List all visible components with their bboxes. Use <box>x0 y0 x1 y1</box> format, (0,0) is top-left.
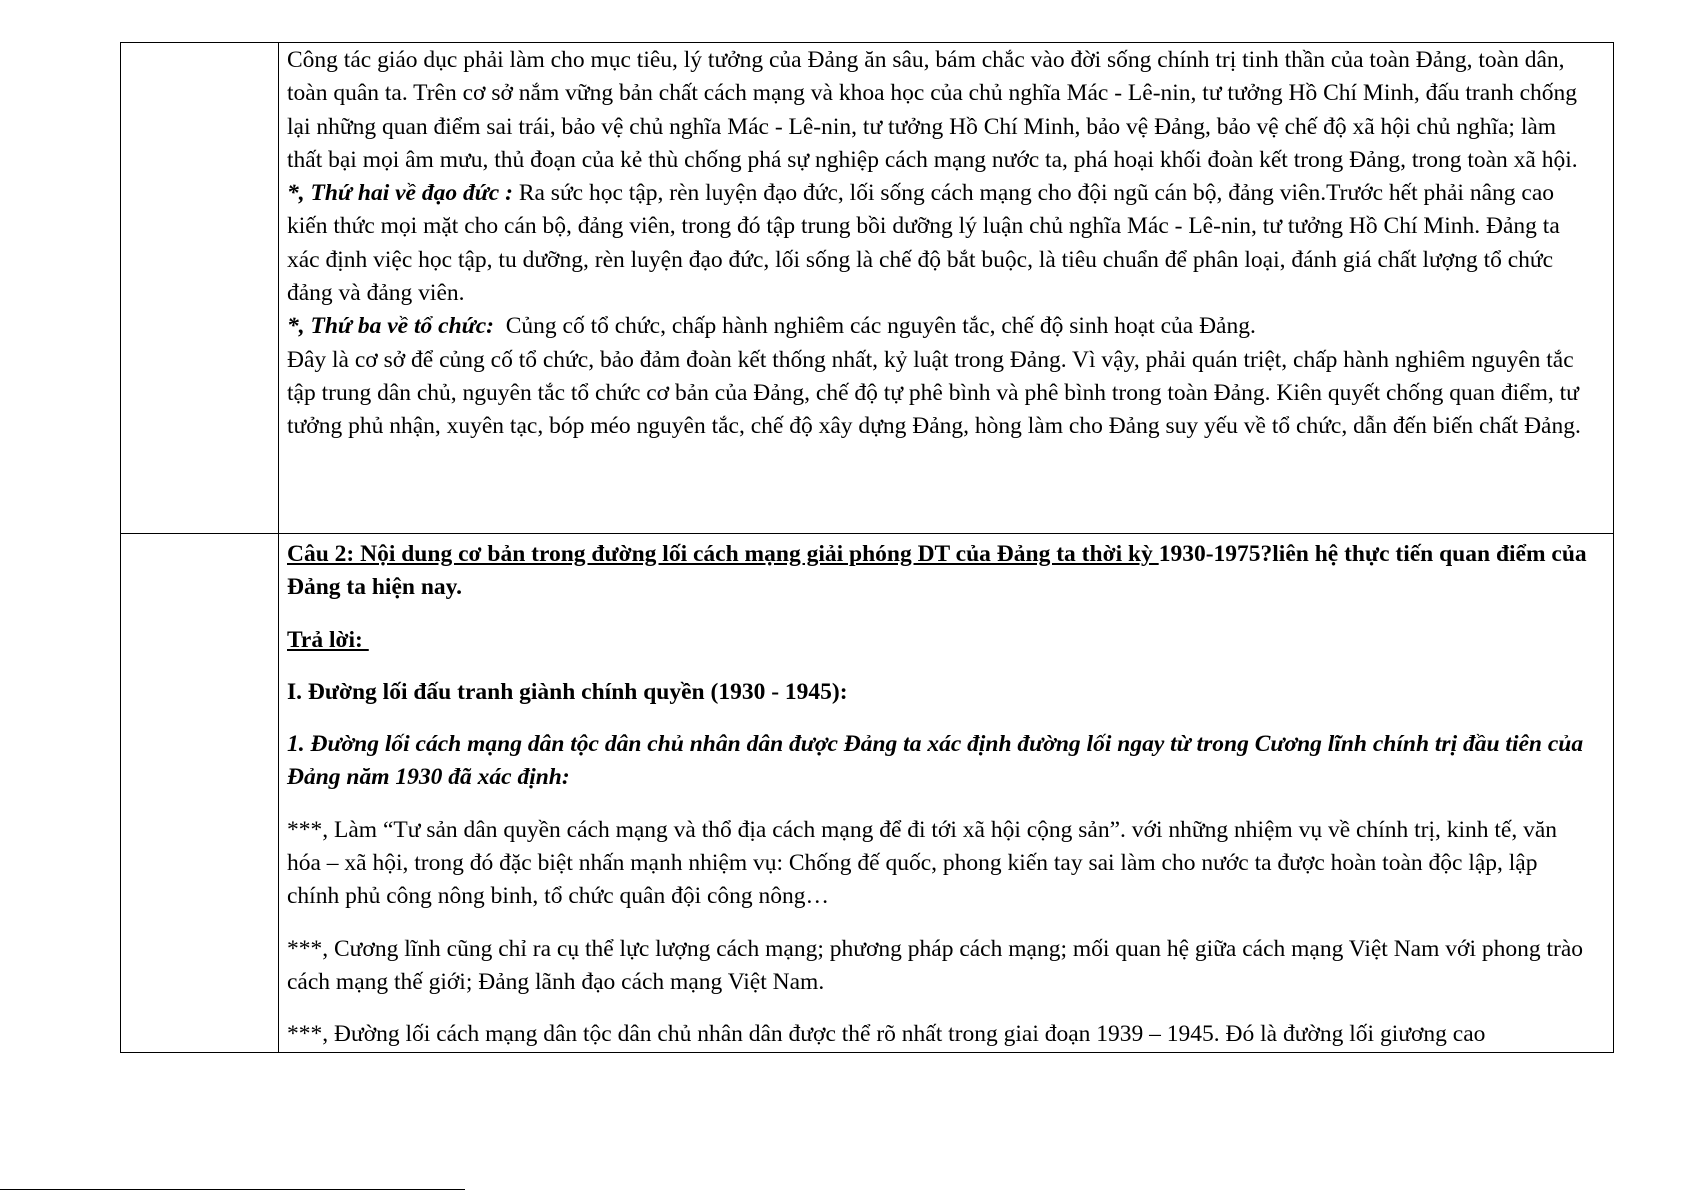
paragraph-education: Công tác giáo dục phải làm cho mục tiêu, lý tưởng của Đảng ăn sâu, bám chắc vào đời sống chính trị tinh thần của toàn Đảng, toàn dân, toàn quân ta. Trên cơ sở nắm vững bản chất cách mạng và khoa học của chủ nghĩa Mác - Lê-nin, tư tưởng Hồ Chí Minh, đấu tranh chống lại những quan điểm sai trái, bảo vệ chủ nghĩa Mác - Lê-nin, tư tưởng Hồ Chí Minh, bảo vệ Đảng, bảo vệ chế độ xã hội chủ nghĩa; làm thất bại mọi âm mưu, thủ đoạn của kẻ thù chống phá sự nghiệp cách mạng nước ta, phá hoại khối đoàn kết trong Đảng, trong toàn xã hội. <box>287 47 1578 173</box>
table-row <box>121 43 1614 534</box>
section-heading: I. Đường lối đấu tranh giành chính quyền (1930 - 1945): <box>287 678 848 705</box>
bullet-paragraph: ***, Cương lĩnh cũng chỉ ra cụ thể lực lượng cách mạng; phương pháp cách mạng; mối quan hệ giữa cách mạng Việt Nam với phong trào cách mạng thế giới; Đảng lãnh đạo cách mạng Việt Nam. <box>287 935 1584 995</box>
paragraph-organization <box>287 310 1595 343</box>
footnote-separator <box>0 1189 465 1190</box>
question-rest: 1930-1975?liên hệ thực tiến quan điểm của Đảng ta hiện nay. <box>287 541 1587 601</box>
organization-heading: *, Thứ ba về tổ chức: <box>287 313 494 340</box>
content-cell <box>279 534 1614 1053</box>
content-cell <box>279 43 1614 534</box>
bullet-paragraph: ***, Đường lối cách mạng dân tộc dân chủ nhân dân được thể rõ nhất trong giai đoạn 1939 – 1945. Đó là đường lối giương cao <box>287 1021 1486 1048</box>
question-heading <box>287 538 1595 605</box>
bullet-paragraph: ***, Làm “Tư sản dân quyền cách mạng và thổ địa cách mạng để đi tới xã hội cộng sản”. với những nhiệm vụ về chính trị, kinh tế, văn hóa – xã hội, trong đó đặc biệt nhấn mạnh nhiệm vụ: Chống đế quốc, phong kiến tay sai làm cho nước ta được hoàn toàn độc lập, lập chính phủ công nông binh, tổ chức quân đội công nông… <box>287 816 1558 910</box>
ethics-heading: *, Thứ hai về đạo đức : <box>287 180 513 207</box>
ethics-body: Ra sức học tập, rèn luyện đạo đức, lối sống cách mạng cho đội ngũ cán bộ, đảng viên.Trước hết phải nâng cao kiến thức mọi mặt cho cán bộ, đảng viên, trong đó tập trung bồi dưỡng lý luận chủ nghĩa Mác - Lê-nin, tư tưởng Hồ Chí Minh. Đảng ta xác định việc học tập, tu dưỡng, rèn luyện đạo đức, lối sống là chế độ bắt buộc, là tiêu chuẩn để phân loại, đánh giá chất lượng tổ chức đảng và đảng viên. <box>287 180 1560 307</box>
subsection-heading: 1. Đường lối cách mạng dân tộc dân chủ nhân dân được Đảng ta xác định đường lối ngay từ trong Cương lĩnh chính trị đầu tiên của Đảng năm 1930 đã xác định: <box>287 731 1584 791</box>
document-table <box>120 42 1614 1053</box>
paragraph-discipline: Đây là cơ sở để củng cố tổ chức, bảo đảm đoàn kết thống nhất, kỷ luật trong Đảng. Vì vậy, phải quán triệt, chấp hành nghiêm nguyên tắc tập trung dân chủ, nguyên tắc tổ chức cơ bản của Đảng, chế độ tự phê bình và phê bình trong toàn Đảng. Kiên quyết chống quan điểm, tư tưởng phủ nhận, xuyên tạc, bóp méo nguyên tắc, chế độ xây dựng Đảng, hòng làm cho Đảng suy yếu về tổ chức, dẫn đến biến chất Đảng. <box>287 346 1581 440</box>
question-underlined: Câu 2: Nội dung cơ bản trong đường lối cách mạng giải phóng DT của Đảng ta thời kỳ <box>287 541 1159 567</box>
left-cell <box>121 534 279 1053</box>
left-cell <box>121 43 279 534</box>
organization-body: Củng cố tổ chức, chấp hành nghiêm các nguyên tắc, chế độ sinh hoạt của Đảng. <box>493 313 1256 340</box>
answer-label: Trả lời: <box>287 626 369 653</box>
paragraph-ethics <box>287 177 1595 310</box>
table-row <box>121 534 1614 1053</box>
